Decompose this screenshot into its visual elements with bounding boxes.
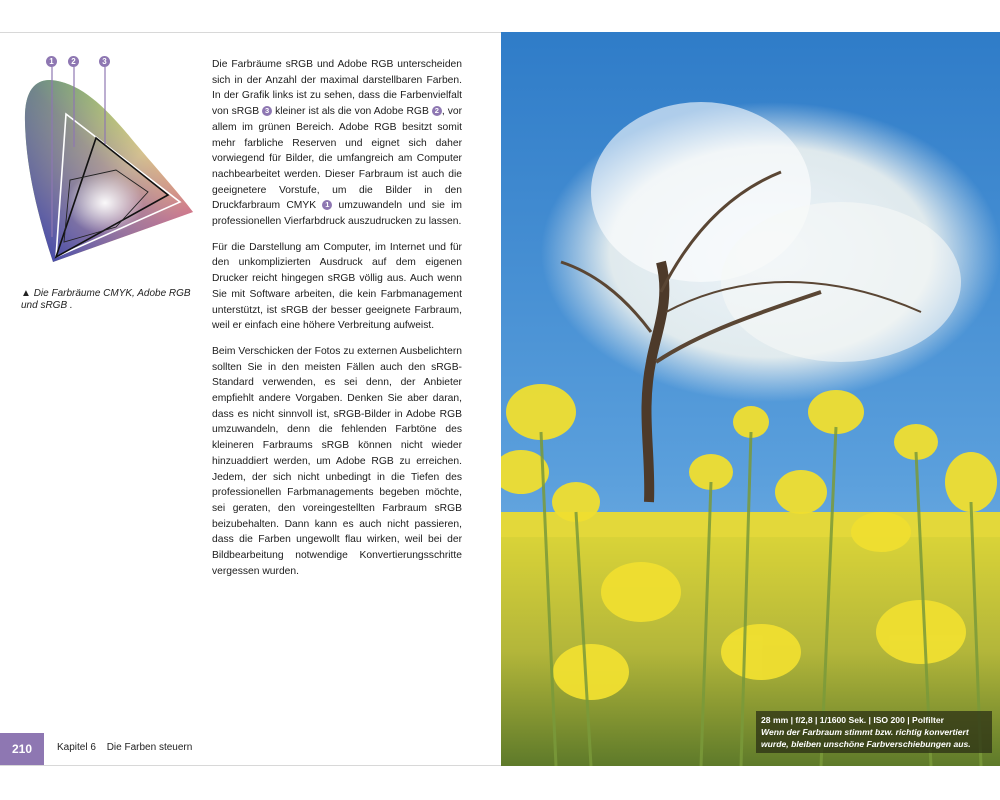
chapter-label: Kapitel 6 [57, 742, 96, 753]
landscape-illustration [501, 32, 1000, 766]
caption-triangle-icon: ▲ [21, 288, 31, 299]
p1-text-d: umzuwandeln und sie im professionellen Vierfarbdruck auszudrucken zu lassen. [212, 200, 462, 228]
paragraph-3: Beim Verschicken der Fotos zu externen Ausbelichtern sollten Sie in den meisten Fällen auch den sRGB-Standard verwenden, es sei denn, der Anbieter empfiehlt andere Vorgaben. Denken Sie aber daran, dass es nicht sinnvoll ist, sRGB-Bilder in Adobe RGB umzuwandeln, denn die fehlenden Farbtöne des kleineren Farbraums sRGB können nicht wieder hinzuaddiert werden, um Adobe RGB zu erreichen. Jedem, der sich nicht unbedingt in die Tiefen des professionellen Farbmanagements begeben möchte, sei geraten, den voreingestellten Farbraum sRGB beizubehalten. Dann kann es auch nicht passieren, dass die Farben ungewollt flau wirken, weil bei der Bildbearbeitung notwendige Konvertierungsschritte vergessen wurden. [212, 345, 462, 577]
p1-text-b: kleiner ist als die von Adobe RGB [272, 106, 432, 118]
marker-1: 1 [46, 56, 57, 67]
photo-caption-box [756, 711, 992, 753]
ref-marker-3: 3 [262, 106, 272, 116]
chromaticity-chart [20, 52, 195, 277]
photo-exif: 28 mm | f/2,8 | 1/1600 Sek. | ISO 200 | Polfilter [761, 715, 945, 725]
chapter-title: Die Farben steuern [106, 742, 193, 753]
color-space-diagram [20, 52, 195, 277]
page-number: 210 [0, 733, 44, 765]
ref-marker-1: 1 [322, 200, 332, 210]
p1-text-c: , vor allem im grünen Bereich. Adobe RGB besitzt somit mehr farbliche Reserven und eignet sich daher vorwiegend für Bilder, die umfangreich am Computer nachbearbeitet werden. Dieser Farbraum ist auch die geeignetere Vorstufe, um die Bilder in den Druckfarbraum CMYK [212, 106, 463, 212]
caption-text: Die Farbräume CMYK, Adobe RGB und sRGB . [21, 288, 191, 311]
marker-2: 2 [68, 56, 79, 67]
figure-caption [21, 288, 191, 312]
marker-3: 3 [99, 56, 110, 67]
body-text [212, 57, 462, 590]
ref-marker-2: 2 [432, 106, 442, 116]
photo-description: Wenn der Farbraum stimmt bzw. richtig konvertiert wurde, bleiben unschöne Farbverschiebungen aus. [761, 727, 971, 749]
paragraph-2: Für die Darstellung am Computer, im Internet und für den unkomplizierten Ausdruck auf dem eigenen Drucker reicht hingegen sRGB völlig aus. Auch wenn Sie mit Software arbeiten, die kein Farbmanagement unterstützt, ist sRGB der besser geeignete Farbraum, weil er einfach eine höhere Verbreitung aufweist. [212, 241, 462, 332]
running-footer [57, 742, 192, 753]
p1-text-a: Die Farbräume sRGB und Adobe RGB unterscheiden sich in der Anzahl der maximal darstellbaren Farben. In der Grafik links ist zu sehen, dass die Farbenvielfalt von sRGB [212, 59, 462, 118]
photo-blossoming-tree [501, 32, 1000, 766]
paragraph-1 [212, 57, 462, 230]
